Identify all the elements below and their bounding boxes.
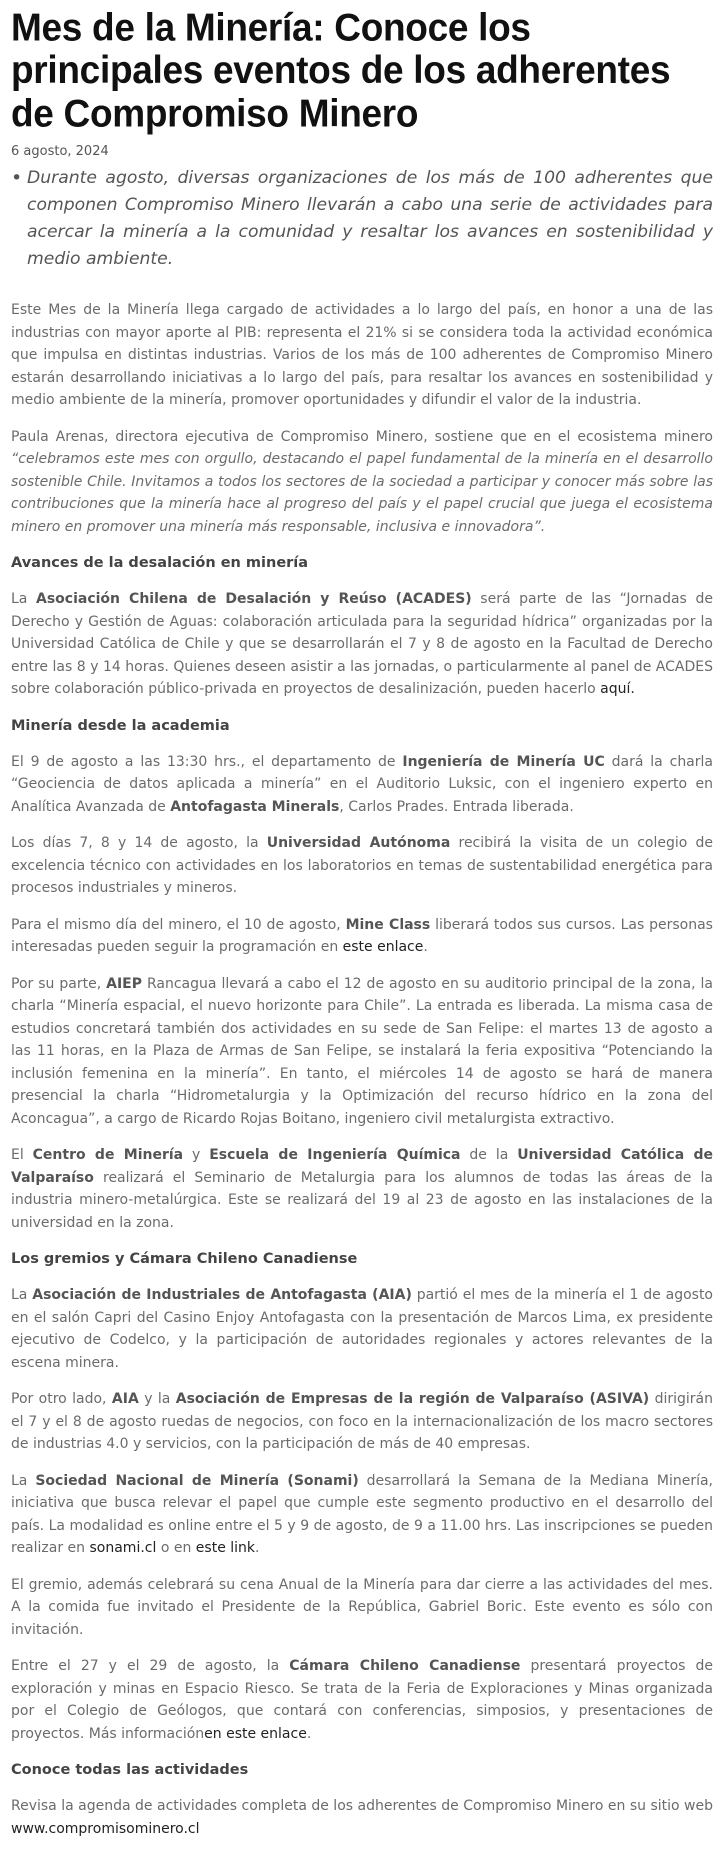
text-span: La — [11, 1472, 36, 1489]
section-heading-academia: Minería desde la academia — [11, 717, 230, 734]
org-name: Asociación de Industriales de Antofagasta (AIA) — [32, 1287, 412, 1304]
org-name: Universidad Católica de Valparaíso — [11, 1147, 714, 1186]
camara-link[interactable]: en este enlace — [204, 1725, 307, 1742]
section-heading-desalacion: Avances de la desalación en minería — [11, 555, 309, 572]
bullet-icon: • — [11, 167, 23, 190]
org-name: AIEP — [106, 975, 143, 992]
text-span: y la — [138, 1391, 176, 1408]
text-span: , Carlos Prades. Entrada liberada. — [339, 798, 574, 815]
org-name: Asociación Chilena de Desalación y Reúso (ACADES) — [36, 591, 472, 608]
text-span: La — [11, 591, 36, 608]
text-span: liberará todos sus cursos. Las personas interesadas pueden seguir la programación en — [11, 916, 713, 956]
org-name: Centro de Minería — [32, 1147, 184, 1164]
text-span: Entre el 27 y el 29 de agosto, la — [11, 1658, 290, 1675]
text-span: La — [11, 1287, 33, 1304]
org-name: Ingeniería de Minería UC — [402, 753, 605, 770]
org-name: Cámara Chileno Canadiense — [289, 1658, 521, 1675]
website-link[interactable]: www.compromisominero.cl — [11, 1820, 200, 1837]
text-span: Por otro lado, — [11, 1391, 112, 1408]
org-name: AIA — [111, 1391, 139, 1408]
aqui-link[interactable]: aquí. — [600, 681, 635, 698]
paragraph-intro: Este Mes de la Minería llega cargado de actividades a lo largo del país, en honor a una de las industrias con mayor aporte al PIB: representa el 21% si se considera toda la actividad económica que impulsa en distintas industrias. Varios de los más de 100 adherentes de Compromiso Minero estarán desarrollando iniciativas a lo largo del país, para resaltar los avances en sostenibilidad y medio ambiente de la minería, promover oportunidades y difundir el valor de la industria. — [11, 302, 713, 409]
este-link[interactable]: este link — [195, 1540, 256, 1557]
text-span: Los días 7, 8 y 14 de agosto, la — [11, 835, 267, 852]
paragraph-aiep — [11, 973, 713, 1131]
text-span: Por su parte, — [11, 975, 107, 992]
paragraph-agenda — [11, 1795, 713, 1840]
text-span: Paula Arenas, directora ejecutiva de Compromiso Minero, sostiene que en el ecosistema minero — [11, 428, 713, 445]
text-span: El — [11, 1147, 33, 1164]
paragraph-sonami — [11, 1470, 713, 1560]
paragraph-mineclass — [11, 914, 713, 959]
mineclass-link[interactable]: este enlace — [342, 939, 424, 956]
section-heading-actividades: Conoce todas las actividades — [11, 1762, 249, 1779]
paragraph-cena: El gremio, además celebrará su cena Anual de la Minería para dar cierre a las actividades del mes. A la comida fue invitado el Presidente de la República, Gabriel Boric. Este evento es sólo con invitación. — [11, 1576, 713, 1638]
text-span: y — [183, 1147, 210, 1164]
text-span: Para el mismo día del minero, el 10 de agosto, — [11, 916, 346, 933]
text-span: Revisa la agenda de actividades completa de los adherentes de Compromiso Minero en su sitio web — [11, 1798, 713, 1815]
org-name: Antofagasta Minerals — [170, 798, 340, 815]
org-name: Universidad Autónoma — [266, 835, 451, 852]
text-span: será parte de las “Jornadas de Derecho y Gestión de Aguas: colaboración articulada para la seguridad hídrica” organizadas por la Universidad Católica de Chile y que se desarrollarán el 7 y 8 de agosto en la Facultad de Derecho entre las 8 y 14 horas. Quienes deseen asistir a las jornadas, o particularmente al panel de ACADES sobre colaboración público-privada en proyectos de desalinización, pueden hacerlo — [11, 591, 713, 698]
text-span: . — [423, 939, 428, 956]
text-span: o en — [156, 1540, 196, 1557]
text-span: desarrollará la Semana de la Mediana Minería, iniciativa que busca relevar el papel que cumple este segmento productivo en el desarrollo del país. La modalidad es online entre el 5 y 9 de agosto, de 9 a 11.00 hrs. Las inscripciones se pueden realizar en — [11, 1472, 714, 1557]
text-span: presentará proyectos de exploración y minas en Espacio Riesco. Se trata de la Feria de Exploraciones y Minas organizada por el Colegio de Geólogos, que contará con conferencias, simposios, y presentaciones de proyectos. Más información — [11, 1658, 713, 1742]
paragraph-aia — [11, 1284, 713, 1374]
paragraph-ucv — [11, 1144, 713, 1234]
paragraph-asiva — [11, 1388, 713, 1456]
text-span: dará la charla “Geociencia de datos aplicada a minería” en el Auditorio Luksic, con el ingeniero experto en Analítica Avanzada de — [11, 753, 713, 815]
org-name: Sociedad Nacional de Minería (Sonami) — [35, 1472, 359, 1489]
text-span: recibirá la visita de un colegio de excelencia técnico con actividades en los laboratorios en temas de sustentabilidad energética para procesos industriales y mineros. — [11, 835, 713, 897]
paragraph-acades — [11, 588, 713, 701]
paragraph-autonoma — [11, 832, 713, 900]
text-span: dirigirán el 7 y el 8 de agosto ruedas de negocios, con foco en la internacionalización de los macro sectores de industrias 4.0 y servicios, con la participación de más de 40 empresas. — [11, 1391, 713, 1453]
text-span: . — [255, 1540, 260, 1557]
org-name: Escuela de Ingeniería Química — [209, 1147, 461, 1164]
paragraph-quote — [11, 426, 713, 539]
text-span: realizará el Seminario de Metalurgia para los alumnos de todas las áreas de la industria minero-metalúrgica. Este se realizará del 19 al 23 de agosto en las instalaciones de la universidad en la zona. — [11, 1169, 713, 1231]
lead-text: Durante agosto, diversas organizaciones de los más de 100 adherentes que componen Compromiso Minero llevarán a cabo una serie de actividades para acercar la minería a la comunidad y resaltar los avances en sostenibilidad y medio ambiente. — [27, 168, 713, 270]
article-title: Mes de la Minería: Conoce los principales eventos de los adherentes de Compromiso Minero — [11, 6, 671, 135]
text-span: . — [306, 1725, 312, 1742]
paragraph-camara — [11, 1655, 713, 1745]
paragraph-uc — [11, 751, 713, 819]
quote-text: “celebramos este mes con orgullo, destacando el papel fundamental de la minería en el desarrollo sostenible Chile. Invitamos a todos los sectores de la sociedad a participar y conocer más sobre las contribuciones que la minería hace al progreso del país y el papel crucial que juega el ecosistema minero en promover una minería más responsable, inclusiva e innovadora”. — [11, 451, 713, 535]
text-span: de la — [460, 1147, 518, 1164]
org-name: Asociación de Empresas de la región de Valparaíso (ASIVA) — [175, 1391, 650, 1408]
org-name: Mine Class — [345, 916, 431, 933]
lead-bullet-item — [11, 165, 713, 273]
text-span: Rancagua llevará a cabo el 12 de agosto en su auditorio principal de la zona, la charla “Minería espacial, el nuevo horizonte para Chile”. La entrada es liberada. La misma casa de estudios concretará también dos actividades en su sede de San Felipe: el martes 13 de agosto a las 11 horas, en la Plaza de Armas de San Felipe, se instalará la feria expositiva “Potenciando la inclusión femenina en la minería”. En tanto, el miércoles 14 de agosto se hará de manera presencial la charla “Hidrometalurgia y la Optimización del recurso hídrico en la zona del Aconcagua”, a cargo de Ricardo Rojas Boitano, ingeniero civil metalurgista extractivo. — [11, 975, 713, 1127]
text-span: partió el mes de la minería el 1 de agosto en el salón Capri del Casino Enjoy Antofagasta con la presentación de Marcos Lima, ex presidente ejecutivo de Codelco, y la participación de autoridades regionales y actores relevantes de la escena minera. — [11, 1287, 713, 1371]
publish-date: 6 agosto, 2024 — [11, 144, 109, 160]
text-span: El 9 de agosto a las 13:30 hrs., el departamento de — [11, 753, 403, 770]
section-heading-gremios: Los gremios y Cámara Chileno Canadiense — [11, 1251, 358, 1268]
sonami-link[interactable]: sonami.cl — [89, 1540, 157, 1557]
